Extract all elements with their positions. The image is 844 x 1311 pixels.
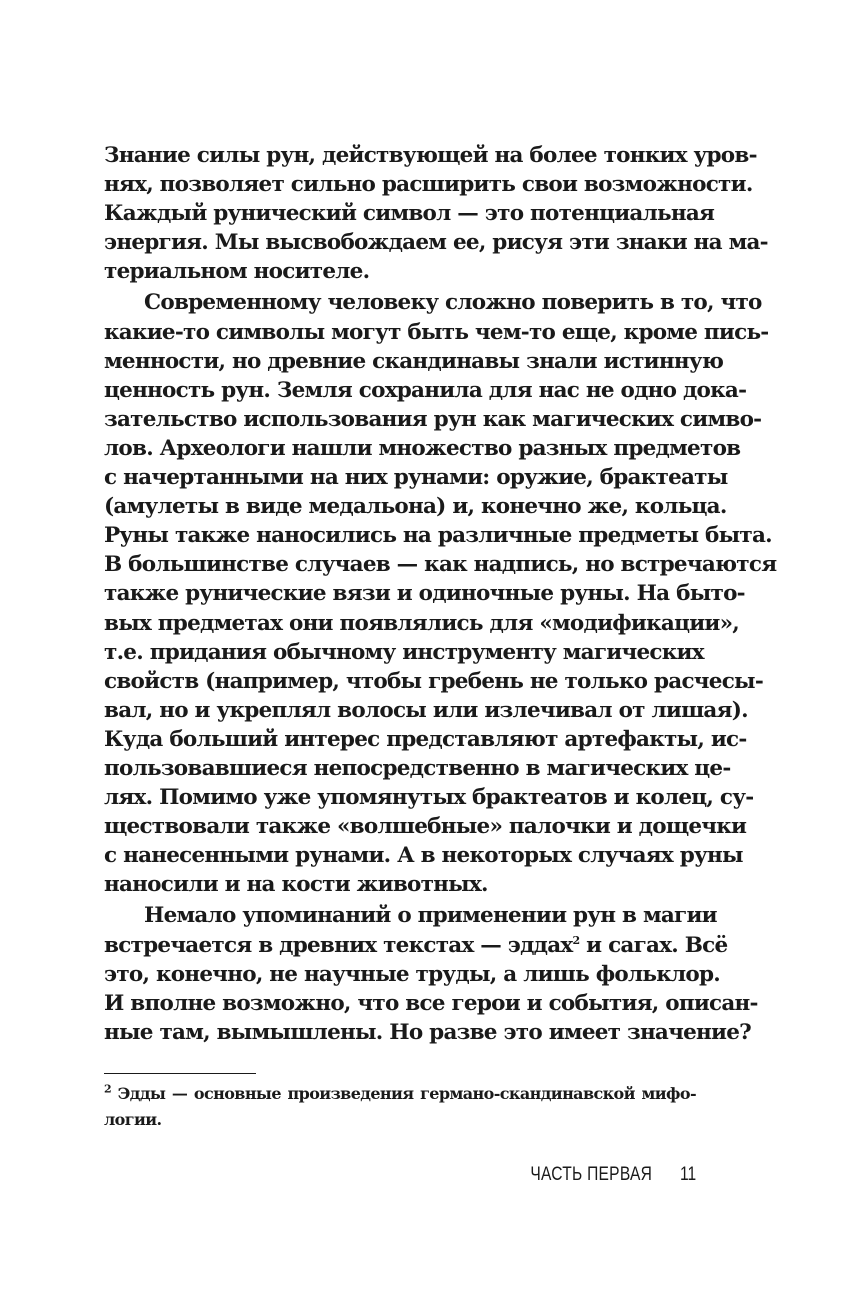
footnote-marker: 2 <box>104 1082 112 1096</box>
text-line: вых предметах они появлялись для «модификации», <box>104 610 740 636</box>
text-line: ценность рун. Земля сохранила для нас не одно дока- <box>104 377 747 403</box>
text-line: с начертанными на них рунами: оружие, брактеаты <box>104 465 728 491</box>
text-line: это, конечно, не научные труды, а лишь фольклор. <box>104 961 721 987</box>
text-line: (амулеты в виде медальона) и, конечно же, кольца. <box>104 494 727 520</box>
footnote-reference[interactable]: 2 <box>572 933 580 947</box>
text-line: И вполне возможно, что все герои и события, описан- <box>104 990 758 1016</box>
text-line: менности, но древние скандинавы знали истинную <box>104 348 724 374</box>
text-line: вал, но и укреплял волосы или излечивал от лишая). <box>104 697 748 723</box>
text-line: т.е. придания обычному инструменту магических <box>104 639 704 665</box>
text-segment: встречается в древних текстах — эддах <box>104 932 573 958</box>
section-title: ЧАСТЬ ПЕРВАЯ <box>530 1164 652 1185</box>
text-line: Немало упоминаний о применении рун в магии <box>144 903 717 929</box>
footnote <box>104 1081 696 1133</box>
text-line: Знание силы рун, действующей на более тонких уров- <box>104 143 757 168</box>
text-line: свойств (например, чтобы гребень не только расчесы- <box>104 668 764 694</box>
footnote-line: логии. <box>104 1110 162 1129</box>
footnote-divider <box>104 1073 256 1074</box>
text-line: Современному человеку сложно поверить в то, что <box>144 290 762 316</box>
text-line: пользовавшиеся непосредственно в магических це- <box>104 755 731 781</box>
page-number: 11 <box>679 1164 696 1185</box>
text-line: лов. Археологи нашли множество разных предметов <box>104 435 741 461</box>
text-line: какие-то символы могут быть чем-то еще, кроме пись- <box>104 319 769 345</box>
text-line: с нанесенными рунами. А в некоторых случаях руны <box>104 843 743 869</box>
text-line: лях. Помимо уже упомянутых брактеатов и колец, су- <box>104 785 754 811</box>
footnote-text: Эдды — основные произведения германо-скандинавской мифо- <box>111 1084 696 1103</box>
text-line: ществовали также «волшебные» палочки и дощечки <box>104 814 747 840</box>
text-line: Руны также наносились на различные предметы быта. <box>104 523 772 549</box>
main-text <box>104 141 777 1047</box>
text-line: нях, позволяет сильно расширить свои возможности. <box>104 172 753 198</box>
text-line: наносили и на кости животных. <box>104 872 488 898</box>
text-segment: и сагах. Всё <box>579 932 728 958</box>
text-line-with-footnote-ref <box>104 931 728 960</box>
text-line: териальном носителе. <box>104 259 370 285</box>
text-line: Куда больший интерес представляют артефакты, ис- <box>104 726 747 752</box>
text-line: В большинстве случаев — как надпись, но встречаются <box>104 552 777 578</box>
text-line: ные там, вымышлены. Но разве это имеет значение? <box>104 1019 751 1045</box>
text-line: энергия. Мы высвобождаем ее, рисуя эти знаки на ма- <box>104 230 768 256</box>
running-footer <box>530 1160 696 1190</box>
text-line: также рунические вязи и одиночные руны. На быто- <box>104 581 745 607</box>
footnote-line <box>104 1081 696 1107</box>
text-line: Каждый рунический символ — это потенциальная <box>104 201 715 227</box>
text-line: зательство использования рун как магических симво- <box>104 406 762 432</box>
